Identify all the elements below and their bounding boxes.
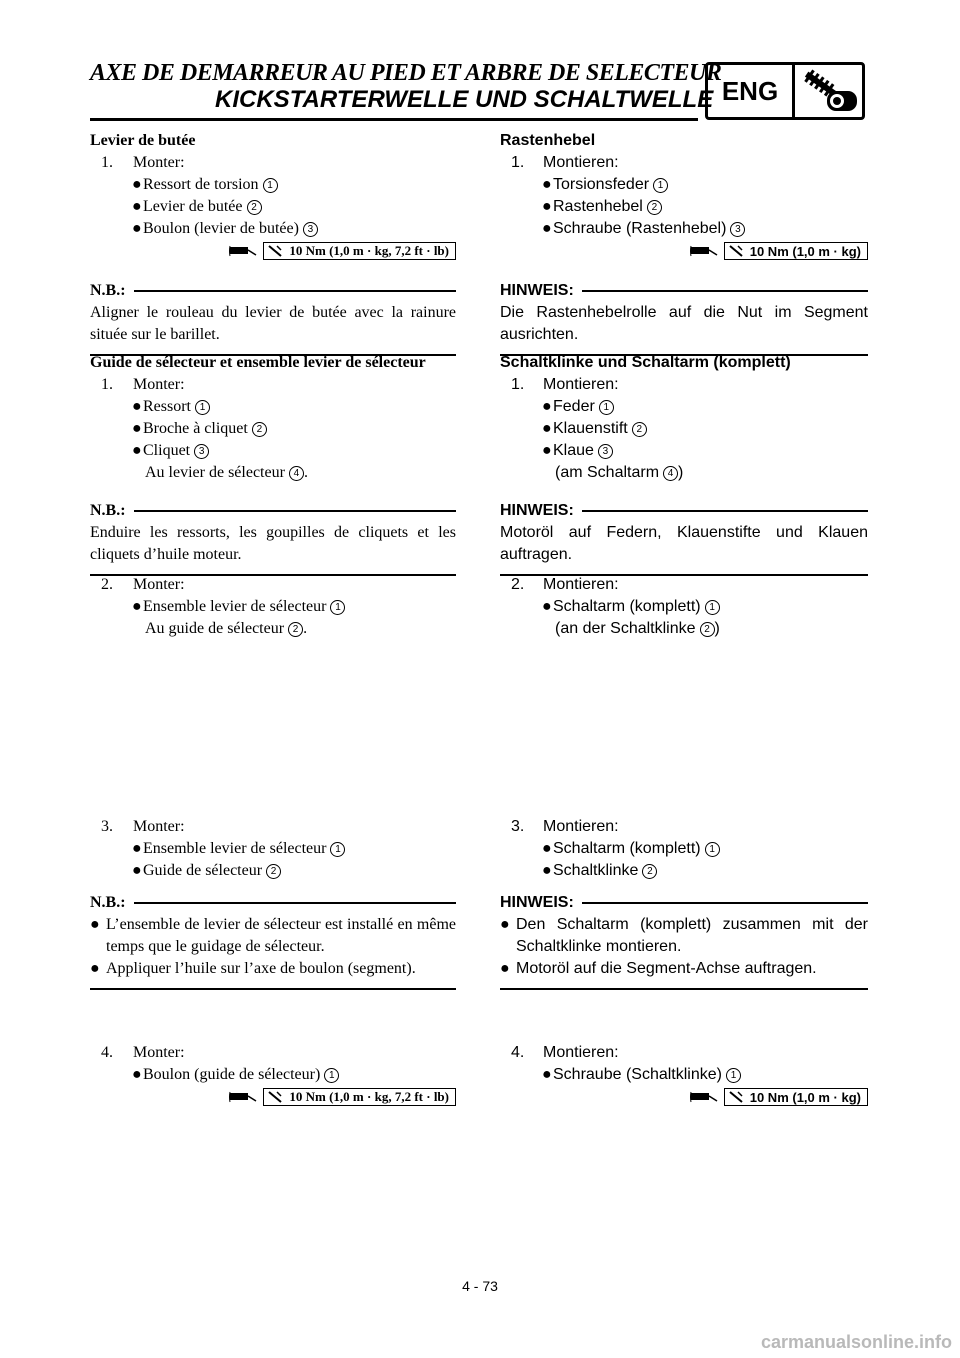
step-3-de xyxy=(500,816,868,882)
list-item xyxy=(90,440,456,462)
torque-value: 10 Nm (1,0 m · kg) xyxy=(749,1089,861,1105)
item-label: Schraube (Rastenhebel) xyxy=(553,220,727,237)
bullet-icon: ● xyxy=(542,220,552,237)
note-2-de xyxy=(500,500,868,576)
note-end-rule xyxy=(500,988,868,990)
list-item xyxy=(90,860,456,882)
step-1 xyxy=(90,152,456,174)
callout-2: 2 xyxy=(632,422,647,437)
item-label: Schaltarm (komplett) xyxy=(553,598,701,615)
note-header xyxy=(500,280,868,302)
bullet-icon: ● xyxy=(132,420,142,437)
section-shift-pawl-de xyxy=(500,352,868,484)
callout-2: 2 xyxy=(700,622,715,637)
note-bullet: ● Den Schaltarm (komplett) zusammen mit der Schaltklinke montieren. xyxy=(500,916,868,955)
list-item xyxy=(90,418,456,440)
torque-spec xyxy=(90,1086,456,1108)
bullet-icon: ● xyxy=(542,442,552,459)
item-label: Levier de butée xyxy=(143,198,243,215)
callout-2: 2 xyxy=(647,200,662,215)
section-title: Schaltklinke und Schaltarm (komplett) xyxy=(500,354,791,371)
torque-spec xyxy=(500,240,868,262)
item-sub: Au guide de sélecteur 2 . xyxy=(145,620,308,637)
item-label: Guide de sélecteur xyxy=(143,862,263,879)
list-item xyxy=(500,196,868,218)
bullet-icon: ● xyxy=(132,220,142,237)
step-1 xyxy=(500,374,868,396)
torque-spec xyxy=(90,240,456,262)
step-3-fr xyxy=(90,816,456,882)
bullet-icon: ● xyxy=(542,840,552,857)
callout-2: 2 xyxy=(252,422,267,437)
section-stopper-lever-de xyxy=(500,130,868,262)
list-item xyxy=(500,174,868,196)
bullet-icon: ● xyxy=(132,198,142,215)
step-number: 1. xyxy=(511,154,525,171)
step-number: 2. xyxy=(511,576,525,593)
list-item xyxy=(500,418,868,440)
step-number: 4. xyxy=(101,1044,113,1061)
step-3 xyxy=(500,816,868,838)
bullet-icon: ● xyxy=(542,862,552,879)
page-number: 4 - 73 xyxy=(462,1278,498,1294)
step-number: 1. xyxy=(101,376,113,393)
item-label: Boulon (levier de butée) xyxy=(143,220,299,237)
bullet-icon: ● xyxy=(542,398,552,415)
item-label: Torsionsfeder xyxy=(553,176,650,193)
torque-wrench-icon xyxy=(267,244,285,258)
page-title-german: KICKSTARTERWELLE UND SCHALTWELLE xyxy=(215,86,714,113)
list-item xyxy=(500,596,868,618)
step-verb: Monter: xyxy=(133,376,185,393)
step-4 xyxy=(90,1042,456,1064)
bullet-icon: ● xyxy=(542,176,552,193)
step-2 xyxy=(500,574,868,596)
callout-1: 1 xyxy=(653,178,668,193)
bullet-icon: ● xyxy=(132,442,142,459)
lubricant-icon xyxy=(229,244,257,258)
callout-3: 3 xyxy=(730,222,745,237)
note-label: HINWEIS: xyxy=(500,282,574,299)
callout-1: 1 xyxy=(263,178,278,193)
bullet-icon: ● xyxy=(542,420,552,437)
step-verb: Montieren: xyxy=(543,576,619,593)
bullet-icon: ● xyxy=(132,862,142,879)
bullet-icon: ● xyxy=(90,916,100,933)
step-verb: Monter: xyxy=(133,576,185,593)
note-header xyxy=(90,500,456,522)
torque-wrench-icon xyxy=(728,1090,746,1104)
note-bullet: ● L’ensemble de levier de sélecteur est installé en même temps que le guidage de sélecteur. xyxy=(90,916,456,955)
list-item xyxy=(90,174,456,196)
title-underline xyxy=(90,118,698,121)
item-sub: (am Schaltarm 4 ) xyxy=(555,464,684,481)
list-item xyxy=(500,838,868,860)
step-2-de xyxy=(500,574,868,640)
callout-2: 2 xyxy=(247,200,262,215)
callout-2: 2 xyxy=(642,864,657,879)
bullet-icon: ● xyxy=(500,916,510,933)
bullet-icon: ● xyxy=(132,398,142,415)
step-verb: Montieren: xyxy=(543,818,619,835)
note-1-fr xyxy=(90,280,456,356)
section-title: Guide de sélecteur et ensemble levier de sélecteur xyxy=(90,354,426,371)
torque-value: 10 Nm (1,0 m · kg, 7,2 ft · lb) xyxy=(289,1089,449,1104)
step-number: 4. xyxy=(511,1044,525,1061)
step-1 xyxy=(90,374,456,396)
item-sub: (an der Schaltklinke 2 ) xyxy=(555,620,720,637)
item-label: Schraube (Schaltklinke) xyxy=(553,1066,722,1083)
item-label: Broche à cliquet xyxy=(143,420,248,437)
torque-wrench-icon xyxy=(728,244,746,258)
torque-spec xyxy=(500,1086,868,1108)
bullet-icon: ● xyxy=(132,840,142,857)
torque-value: 10 Nm (1,0 m · kg) xyxy=(749,243,861,259)
callout-1: 1 xyxy=(330,600,345,615)
note-header xyxy=(90,280,456,302)
step-2-fr xyxy=(90,574,456,640)
callout-1: 1 xyxy=(599,400,614,415)
list-item xyxy=(90,218,456,240)
lubricant-icon xyxy=(229,1090,257,1104)
item-label: Rastenhebel xyxy=(553,198,643,215)
step-number: 2. xyxy=(101,576,113,593)
section-stopper-lever-fr xyxy=(90,130,456,262)
item-label: Ensemble levier de sélecteur xyxy=(143,840,327,857)
section-badge xyxy=(705,62,865,120)
section-title: Levier de butée xyxy=(90,132,196,149)
note-label: N.B.: xyxy=(90,502,126,519)
bullet-icon: ● xyxy=(132,176,142,193)
list-item xyxy=(90,838,456,860)
note-text: Motoröl auf Federn, Klauenstifte und Klauen auftragen. xyxy=(500,524,868,563)
note-header xyxy=(90,892,456,914)
step-verb: Montieren: xyxy=(543,376,619,393)
bullet-icon: ● xyxy=(542,1066,552,1083)
step-verb: Montieren: xyxy=(543,154,619,171)
note-2-fr xyxy=(90,500,456,576)
note-3-de xyxy=(500,892,868,990)
note-label: HINWEIS: xyxy=(500,502,574,519)
note-header xyxy=(500,892,868,914)
item-label: Klauenstift xyxy=(553,420,628,437)
item-label: Ressort xyxy=(143,398,191,415)
note-bullet: ● Motoröl auf die Segment-Achse auftragen. xyxy=(500,958,868,980)
lubricant-icon xyxy=(690,244,718,258)
bullet-icon: ● xyxy=(542,598,552,615)
item-label: Feder xyxy=(553,398,595,415)
bullet-icon: ● xyxy=(500,960,510,977)
item-label: Ensemble levier de sélecteur xyxy=(143,598,327,615)
step-1 xyxy=(500,152,868,174)
callout-2: 2 xyxy=(288,622,303,637)
note-text: Die Rastenhebelrolle auf die Nut im Segment ausrichten. xyxy=(500,304,868,343)
item-label: Cliquet xyxy=(143,442,191,459)
item-label: Klaue xyxy=(553,442,594,459)
wrench-engine-icon xyxy=(795,65,862,117)
step-number: 3. xyxy=(101,818,113,835)
list-item xyxy=(500,440,868,462)
item-label: Schaltarm (komplett) xyxy=(553,840,701,857)
step-verb: Montieren: xyxy=(543,1044,619,1061)
item-sub: Au levier de sélecteur 4 . xyxy=(145,464,308,481)
item-label: Schaltklinke xyxy=(553,862,639,879)
note-label: N.B.: xyxy=(90,894,126,911)
note-end-rule xyxy=(90,988,456,990)
note-text: Aligner le rouleau du levier de butée avec la rainure située sur le barillet. xyxy=(90,304,456,343)
list-item xyxy=(500,860,868,882)
step-verb: Monter: xyxy=(133,1044,185,1061)
callout-4: 4 xyxy=(289,466,304,481)
list-item xyxy=(500,1064,868,1086)
list-item xyxy=(90,196,456,218)
callout-4: 4 xyxy=(663,466,678,481)
callout-3: 3 xyxy=(598,444,613,459)
badge-label: ENG xyxy=(708,65,795,117)
step-number: 1. xyxy=(101,154,113,171)
note-label: HINWEIS: xyxy=(500,894,574,911)
item-label: Boulon (guide de sélecteur) xyxy=(143,1066,321,1083)
watermark: carmanualsonline.info xyxy=(760,1332,952,1352)
note-3-fr xyxy=(90,892,456,990)
callout-2: 2 xyxy=(266,864,281,879)
torque-wrench-icon xyxy=(267,1090,285,1104)
callout-3: 3 xyxy=(194,444,209,459)
torque-value: 10 Nm (1,0 m · kg, 7,2 ft · lb) xyxy=(289,243,449,258)
callout-1: 1 xyxy=(330,842,345,857)
step-3 xyxy=(90,816,456,838)
list-item xyxy=(500,396,868,418)
note-bullet: ● Appliquer l’huile sur l’axe de boulon (segment). xyxy=(90,958,456,980)
bullet-icon: ● xyxy=(542,198,552,215)
callout-3: 3 xyxy=(303,222,318,237)
callout-1: 1 xyxy=(705,600,720,615)
step-verb: Monter: xyxy=(133,154,185,171)
list-item xyxy=(500,218,868,240)
callout-1: 1 xyxy=(195,400,210,415)
step-2 xyxy=(90,574,456,596)
section-shift-guide-fr xyxy=(90,352,456,484)
step-4 xyxy=(500,1042,868,1064)
bullet-icon: ● xyxy=(90,960,100,977)
list-item xyxy=(90,1064,456,1086)
step-number: 1. xyxy=(511,376,525,393)
bullet-icon: ● xyxy=(132,598,142,615)
step-4-de xyxy=(500,1042,868,1108)
note-header xyxy=(500,500,868,522)
step-number: 3. xyxy=(511,818,525,835)
bullet-icon: ● xyxy=(132,1066,142,1083)
step-verb: Monter: xyxy=(133,818,185,835)
callout-1: 1 xyxy=(324,1068,339,1083)
note-label: N.B.: xyxy=(90,282,126,299)
callout-1: 1 xyxy=(726,1068,741,1083)
callout-1: 1 xyxy=(705,842,720,857)
note-1-de xyxy=(500,280,868,356)
note-text: Enduire les ressorts, les goupilles de cliquets et les cliquets d’huile moteur. xyxy=(90,524,456,563)
section-title: Rastenhebel xyxy=(500,132,596,149)
lubricant-icon xyxy=(690,1090,718,1104)
list-item xyxy=(90,596,456,618)
list-item xyxy=(90,396,456,418)
step-4-fr xyxy=(90,1042,456,1108)
page-title-french: AXE DE DEMARREUR AU PIED ET ARBRE DE SELECTEUR xyxy=(90,60,722,86)
item-label: Ressort de torsion xyxy=(143,176,259,193)
